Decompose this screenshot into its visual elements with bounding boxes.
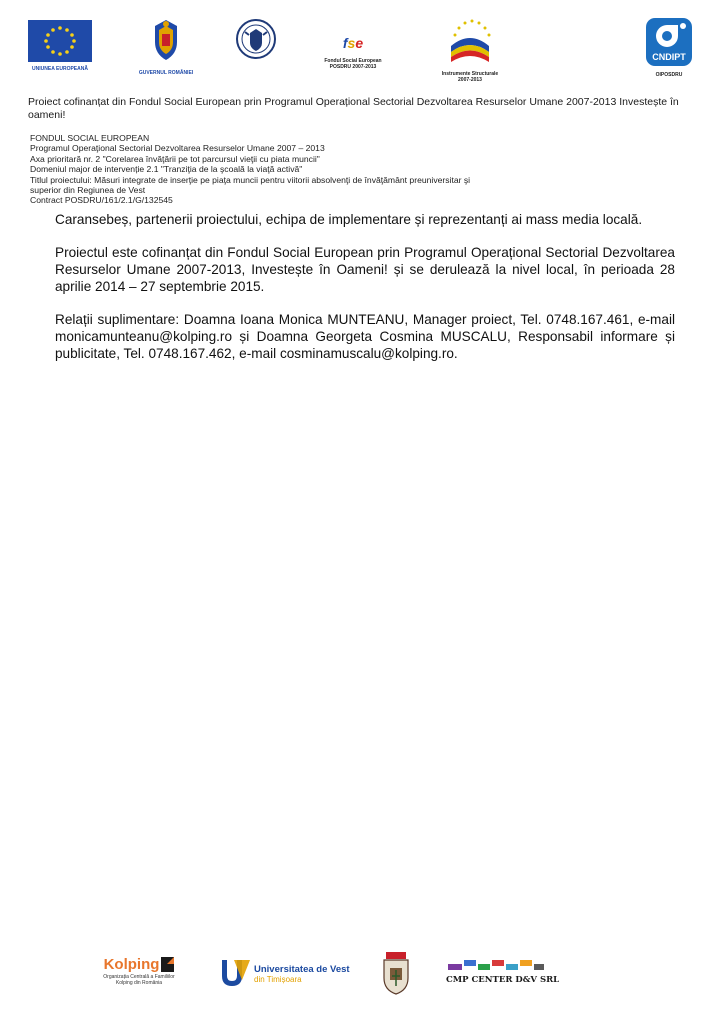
kolping-subtitle-line1: Organizația Centrală a Familiilor (103, 974, 175, 980)
school-crest-icon (380, 950, 412, 996)
fse-info-line: Titlul proiectului: Măsuri integrate de inserţie pe piaţa muncii pentru viitorii absolvenţi de învăţământ preuniversitar şi (30, 174, 471, 185)
fse-mark-icon: fse (342, 35, 364, 51)
romania-coat-of-arms-icon (149, 18, 183, 62)
body-paragraph: Caransebeș, partenerii proiectului, echipa de implementare și reprezentanți ai mass media locală. (55, 212, 643, 227)
cmp-color-bar-icon (448, 964, 462, 970)
uvt-name-line2: din Timișoara (254, 975, 302, 984)
uvt-mark-icon (220, 958, 252, 988)
structural-instruments-caption-line2: 2007-2013 (458, 77, 482, 83)
cndipt-logo (634, 18, 704, 78)
ministry-seal-icon (235, 18, 277, 60)
fse-info-line: Contract POSDRU/161/2.1/G/132545 (30, 195, 173, 206)
eu-flag-icon (28, 20, 92, 62)
cndipt-mark-icon (646, 18, 692, 66)
fse-logo (310, 28, 396, 70)
project-cofinancing-line: Proiect cofinanțat din Fondul Social European prin Programul Operațional Sectorial Dezvoltarea Resurselor Umane 2007-2013 Investește în oameni! (28, 96, 679, 121)
structural-instruments-logo (426, 16, 514, 83)
fse-caption-line1: Fondul Social European (324, 58, 382, 64)
government-caption: GUVERNUL ROMÂNIEI (138, 70, 194, 76)
cndipt-mark-text: CNDIPT (652, 52, 686, 62)
kolping-logo (92, 956, 186, 986)
cndipt-caption: OIPOSDRU (655, 72, 683, 78)
body-paragraph: Relații suplimentare: Doamna Ioana Monica MUNTEANU, Manager proiect, Tel. 0748.167.461, e-mail monicamunteanu@kolping.ro și Doamna Georgeta Cosmina MUSCALU, Responsabil informare și publicitate, Tel. 0748.167.462, e-mail cosminamuscalu@kolping.ro. (55, 312, 675, 361)
structural-instruments-icon (445, 16, 495, 66)
school-crest-logo (380, 950, 412, 1001)
eu-logo (20, 20, 100, 72)
fse-info-line: superior din Regiunea de Vest (30, 185, 146, 196)
fse-info-line: FONDUL SOCIAL EUROPEAN (30, 133, 150, 143)
cmp-center-name: CMP CENTER D&V SRL (446, 975, 560, 985)
uvt-name-line1: Universitatea de Vest (254, 964, 350, 975)
fse-info-block (30, 133, 550, 206)
structural-instruments-caption-line1: Instrumente Structurale (441, 71, 499, 77)
ministry-seal-logo (232, 18, 280, 65)
fse-info-line: Programul Operaţional Sectorial Dezvoltarea Resurselor Umane 2007 – 2013 (30, 143, 325, 154)
fse-info-line: Axa prioritară nr. 2 "Corelarea învăţării pe tot parcursul vieţii cu piata muncii" (30, 153, 320, 164)
body-text (55, 211, 675, 378)
government-logo (128, 18, 204, 76)
header-logos (0, 14, 724, 94)
kolping-k-icon (161, 957, 174, 972)
fse-caption-line2: POSDRU 2007-2013 (329, 64, 377, 70)
footer-logos (0, 950, 724, 1010)
kolping-name: Kolping (103, 956, 160, 974)
eu-caption: UNIUNEA EUROPEANĂ (32, 66, 88, 72)
kolping-subtitle-line2: Kolping din România (115, 980, 163, 986)
fse-info-line: Domeniul major de intervenție 2.1 "Tranziţia de la şcoală la viaţă activă" (30, 164, 303, 175)
body-paragraph: Proiectul este cofinanțat din Fondul Social European prin Programul Operațional Sectorial Dezvoltarea Resurselor Umane 2007-2013, Investește în Oameni! și se derulează la nivel local, în perioada 28 aprilie 2014 – 27 septembrie 2015. (55, 245, 675, 294)
